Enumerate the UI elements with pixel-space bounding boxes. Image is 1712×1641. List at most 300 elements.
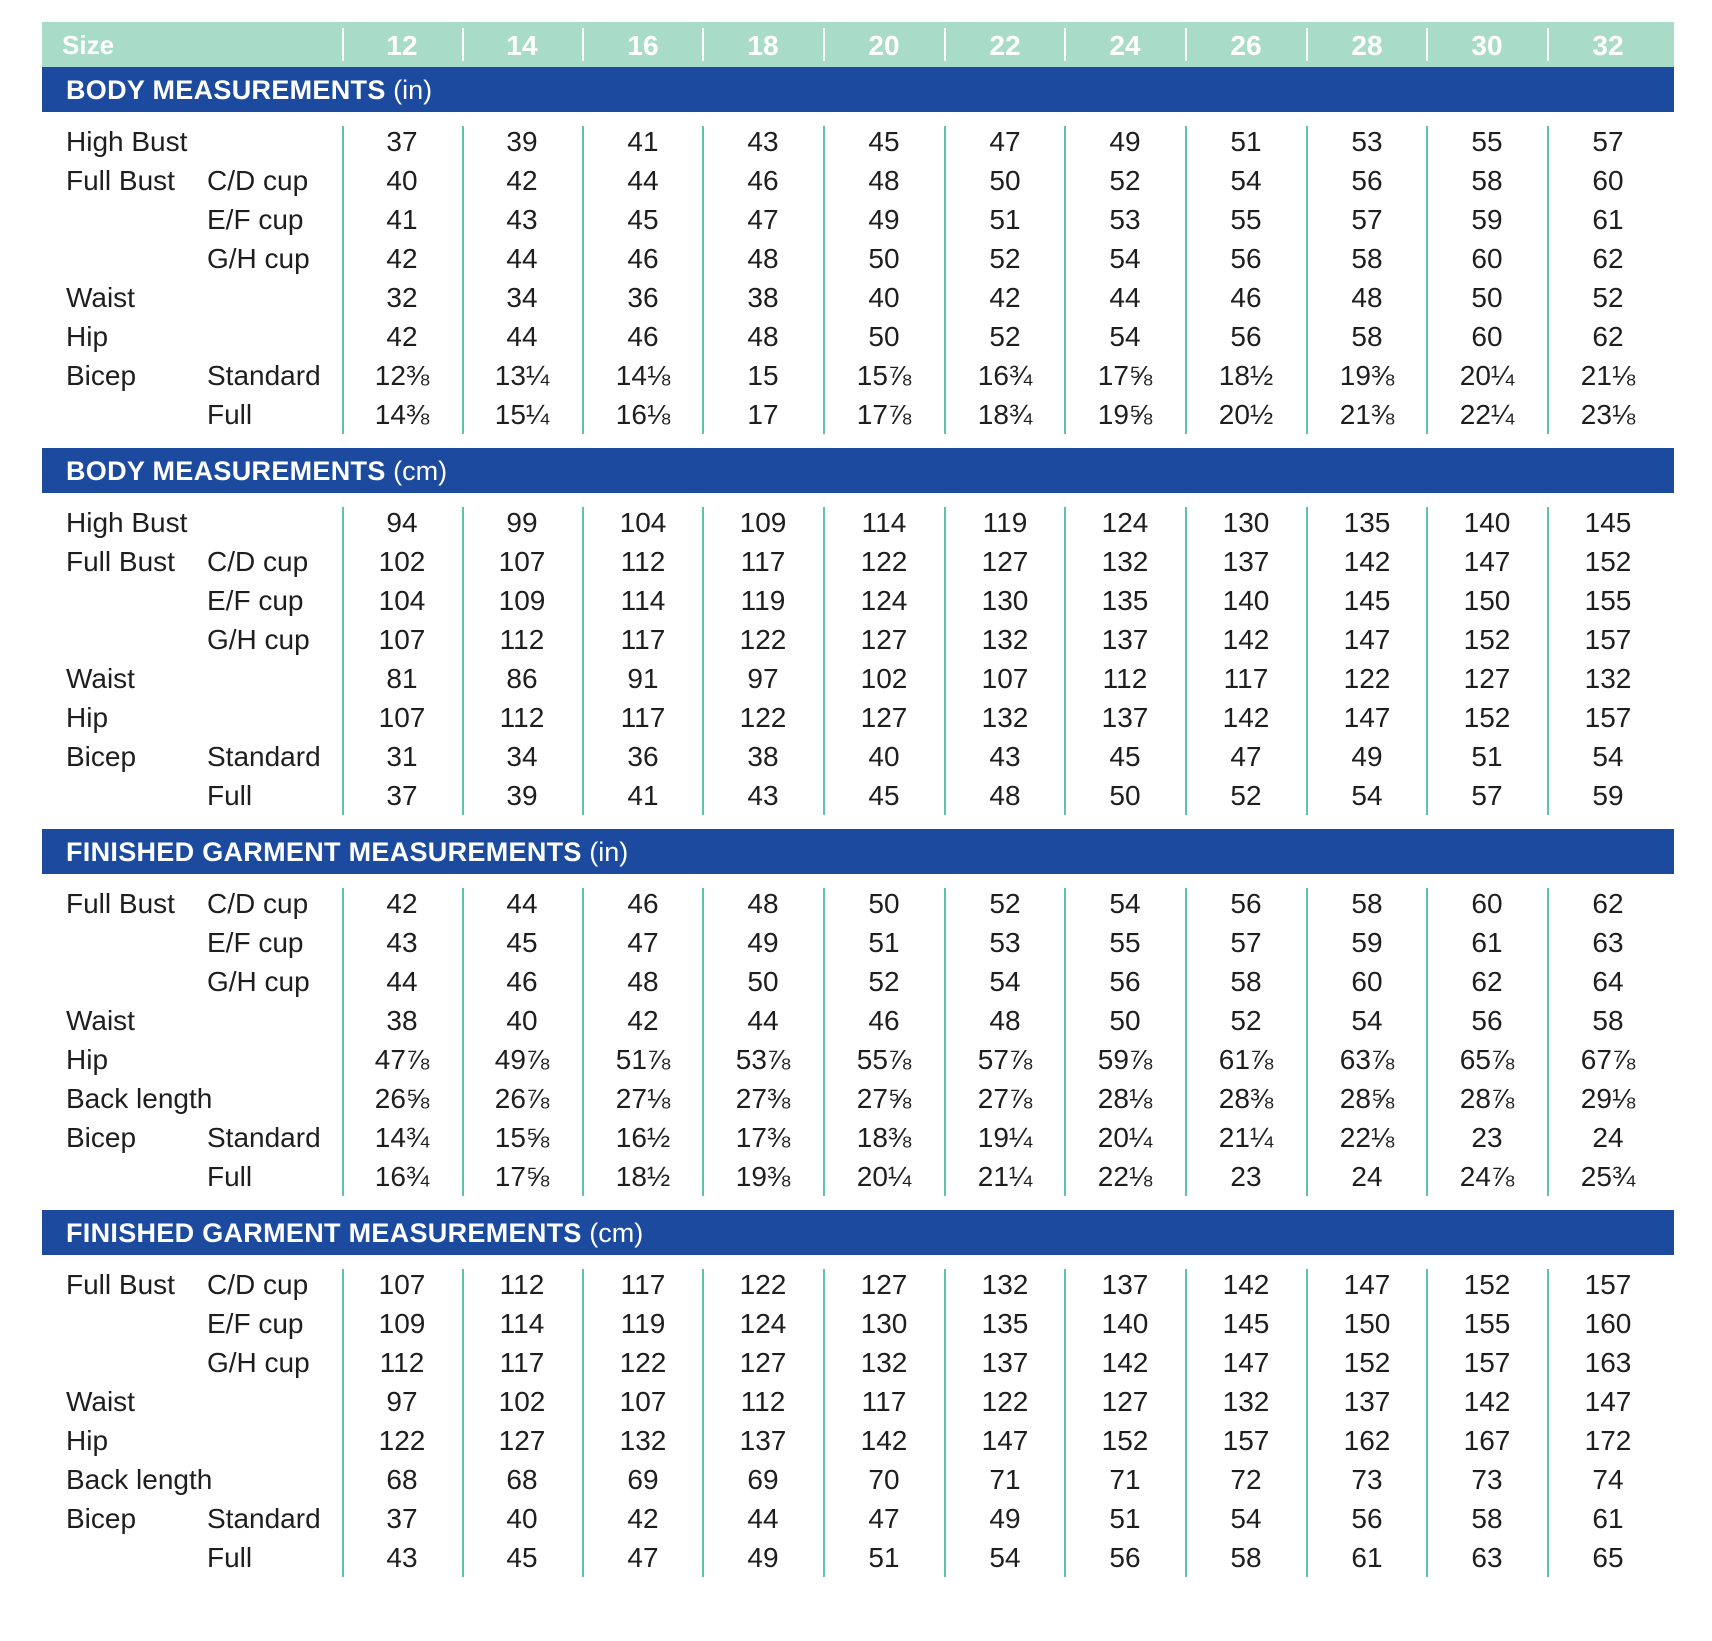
table-cell: 52: [989, 243, 1021, 274]
table-cell: 58: [1351, 243, 1383, 274]
table-cell: 55⅞: [856, 1044, 912, 1075]
table-cell: 54: [989, 1542, 1021, 1573]
row-sublabel: Standard: [207, 741, 321, 772]
table-cell: 56: [1109, 1542, 1141, 1573]
table-cell: 44: [747, 1005, 779, 1036]
table-cell: 45: [868, 126, 900, 157]
size-header-28: 28: [1351, 30, 1383, 61]
table-cell: 56: [1230, 243, 1262, 274]
table-cell: 53: [1109, 204, 1141, 235]
row-sublabel: C/D cup: [207, 1269, 309, 1300]
row-label: Hip: [66, 321, 109, 352]
row-label: Waist: [66, 663, 135, 694]
row-sublabel: E/F cup: [207, 1308, 304, 1339]
table-cell: 62: [1592, 243, 1624, 274]
table-cell: 97: [386, 1386, 418, 1417]
size-header-20: 20: [868, 30, 900, 61]
row-sublabel: Full: [207, 399, 253, 430]
table-cell: 61: [1471, 927, 1503, 958]
table-cell: 44: [747, 1503, 779, 1534]
section-table: [42, 874, 1674, 1210]
header-divider: [342, 28, 344, 61]
table-cell: 58: [1592, 1005, 1624, 1036]
table-cell: 140: [1463, 507, 1511, 538]
row-sublabel: G/H cup: [207, 624, 310, 655]
table-cell: 157: [1463, 1347, 1511, 1378]
table-cell: 36: [627, 282, 659, 313]
table-cell: 69: [627, 1464, 659, 1495]
table-cell: 63: [1471, 1542, 1503, 1573]
table-cell: 135: [981, 1308, 1029, 1339]
table-cell: 109: [498, 585, 546, 616]
row-sublabel: C/D cup: [207, 888, 309, 919]
table-cell: 36: [627, 741, 659, 772]
table-cell: 107: [378, 624, 426, 655]
section-header: [42, 67, 1674, 112]
table-cell: 65: [1592, 1542, 1624, 1573]
table-cell: 155: [1584, 585, 1632, 616]
table-cell: 41: [627, 780, 659, 811]
table-cell: 163: [1584, 1347, 1632, 1378]
table-cell: 147: [1343, 1269, 1391, 1300]
table-cell: 53⅞: [735, 1044, 791, 1075]
table-cell: 45: [868, 780, 900, 811]
table-cell: 132: [619, 1425, 667, 1456]
row-label: Back length: [66, 1464, 213, 1495]
table-cell: 57: [1471, 780, 1503, 811]
table-row: [42, 884, 1674, 923]
table-cell: 26⅞: [494, 1083, 550, 1114]
table-cell: 122: [860, 546, 908, 577]
header-divider: [1426, 28, 1428, 61]
size-header-row: [42, 22, 1674, 67]
table-cell: 112: [1102, 663, 1148, 694]
table-cell: 157: [1584, 1269, 1632, 1300]
table-cell: 152: [1343, 1347, 1391, 1378]
table-cell: 48: [868, 165, 900, 196]
table-cell: 150: [1343, 1308, 1391, 1339]
section-header: [42, 448, 1674, 493]
table-cell: 132: [1222, 1386, 1270, 1417]
table-cell: 28⅝: [1339, 1083, 1395, 1114]
table-cell: 132: [1584, 663, 1632, 694]
table-cell: 19⅜: [1339, 360, 1395, 391]
section-header: [42, 829, 1674, 874]
table-cell: 119: [740, 585, 786, 616]
table-cell: 109: [378, 1308, 426, 1339]
table-cell: 18½: [615, 1161, 671, 1192]
header-divider: [823, 28, 825, 61]
section-header: [42, 1210, 1674, 1255]
table-cell: 46: [627, 321, 659, 352]
table-cell: 42: [627, 1005, 659, 1036]
section-table: [42, 493, 1674, 829]
size-header-26: 26: [1230, 30, 1262, 61]
table-row: [42, 1382, 1674, 1421]
table-cell: 58: [1230, 1542, 1262, 1573]
row-label: Hip: [66, 1425, 109, 1456]
size-header-14: 14: [506, 30, 538, 61]
table-cell: 117: [620, 1269, 666, 1300]
table-cell: 61⅞: [1218, 1044, 1274, 1075]
table-cell: 21¼: [977, 1161, 1033, 1192]
table-cell: 54: [989, 966, 1021, 997]
table-cell: 50: [868, 321, 900, 352]
size-header-24: 24: [1109, 30, 1141, 61]
table-cell: 56: [1471, 1005, 1503, 1036]
table-row: [42, 122, 1674, 161]
table-cell: 45: [627, 204, 659, 235]
table-cell: 20¼: [856, 1161, 912, 1192]
table-cell: 102: [860, 663, 908, 694]
table-cell: 42: [386, 321, 418, 352]
table-cell: 112: [740, 1386, 786, 1417]
table-cell: 60: [1471, 321, 1503, 352]
table-cell: 74: [1592, 1464, 1624, 1495]
table-cell: 48: [747, 243, 779, 274]
table-cell: 60: [1592, 165, 1624, 196]
row-sublabel: G/H cup: [207, 966, 310, 997]
table-cell: 64: [1592, 966, 1624, 997]
table-cell: 24: [1592, 1122, 1624, 1153]
table-cell: 55: [1230, 204, 1262, 235]
table-cell: 72: [1230, 1464, 1262, 1495]
table-row: [42, 356, 1674, 395]
table-cell: 47: [627, 927, 659, 958]
table-cell: 59⅞: [1097, 1044, 1153, 1075]
row-sublabel: C/D cup: [207, 546, 309, 577]
table-cell: 52: [1230, 1005, 1262, 1036]
row-sublabel: Full: [207, 1542, 253, 1573]
table-cell: 39: [506, 780, 538, 811]
table-cell: 135: [1343, 507, 1391, 538]
table-cell: 22⅛: [1339, 1122, 1395, 1153]
table-cell: 112: [499, 624, 545, 655]
table-cell: 122: [1343, 663, 1391, 694]
table-cell: 127: [860, 624, 908, 655]
table-cell: 122: [739, 1269, 787, 1300]
table-cell: 15⅝: [494, 1122, 550, 1153]
table-cell: 172: [1584, 1425, 1632, 1456]
table-cell: 104: [619, 507, 667, 538]
table-cell: 44: [506, 243, 538, 274]
table-cell: 60: [1471, 888, 1503, 919]
table-cell: 49: [747, 927, 779, 958]
table-cell: 47: [1230, 741, 1262, 772]
row-label: High Bust: [66, 507, 188, 538]
table-cell: 117: [861, 1386, 907, 1417]
table-cell: 152: [1584, 546, 1632, 577]
table-row: [42, 239, 1674, 278]
table-cell: 107: [619, 1386, 667, 1417]
table-cell: 23⅛: [1580, 399, 1636, 430]
section-title: BODY MEASUREMENTS: [66, 75, 386, 105]
row-sublabel: Standard: [207, 1503, 321, 1534]
table-cell: 137: [1222, 546, 1270, 577]
table-cell: 14⅜: [374, 399, 430, 430]
table-cell: 46: [627, 243, 659, 274]
table-cell: 114: [499, 1308, 545, 1339]
table-cell: 157: [1584, 624, 1632, 655]
table-cell: 28⅛: [1097, 1083, 1153, 1114]
table-cell: 61: [1592, 204, 1624, 235]
table-row: [42, 1460, 1674, 1499]
table-row: [42, 1265, 1674, 1304]
table-cell: 40: [506, 1005, 538, 1036]
section-title: BODY MEASUREMENTS: [66, 456, 386, 486]
row-sublabel: E/F cup: [207, 927, 304, 958]
row-label: Waist: [66, 282, 135, 313]
table-cell: 57⅞: [977, 1044, 1033, 1075]
table-cell: 52: [868, 966, 900, 997]
size-header-22: 22: [989, 30, 1021, 61]
table-cell: 15¼: [494, 399, 550, 430]
table-cell: 102: [498, 1386, 546, 1417]
table-cell: 137: [1101, 624, 1149, 655]
table-cell: 132: [981, 624, 1029, 655]
table-cell: 127: [860, 1269, 908, 1300]
table-cell: 51: [1471, 741, 1503, 772]
table-cell: 55: [1471, 126, 1503, 157]
table-row: [42, 1343, 1674, 1382]
table-cell: 41: [386, 204, 418, 235]
table-cell: 42: [627, 1503, 659, 1534]
table-cell: 157: [1222, 1425, 1270, 1456]
table-cell: 24: [1351, 1161, 1383, 1192]
table-cell: 22⅛: [1097, 1161, 1153, 1192]
table-cell: 18½: [1218, 360, 1274, 391]
row-label: Bicep: [66, 1503, 137, 1534]
table-cell: 48: [627, 966, 659, 997]
table-cell: 152: [1463, 1269, 1511, 1300]
table-cell: 19⅜: [735, 1161, 791, 1192]
measurement-sections: [42, 67, 1674, 1591]
table-cell: 56: [1351, 165, 1383, 196]
table-cell: 17⅞: [856, 399, 912, 430]
table-cell: 68: [506, 1464, 538, 1495]
table-cell: 12⅜: [374, 360, 430, 391]
table-cell: 16¾: [977, 360, 1033, 391]
table-cell: 71: [989, 1464, 1021, 1495]
table-cell: 50: [989, 165, 1021, 196]
header-divider: [1306, 28, 1308, 61]
table-cell: 54: [1230, 165, 1262, 196]
table-row: [42, 1118, 1674, 1157]
table-cell: 44: [506, 888, 538, 919]
row-label: Waist: [66, 1005, 135, 1036]
table-cell: 19⅝: [1097, 399, 1153, 430]
table-cell: 41: [627, 126, 659, 157]
size-header-30: 30: [1471, 30, 1503, 61]
table-cell: 38: [386, 1005, 418, 1036]
table-row: [42, 620, 1674, 659]
table-cell: 132: [981, 1269, 1029, 1300]
table-cell: 63: [1592, 927, 1624, 958]
size-chart: [42, 22, 1674, 1591]
row-label: Bicep: [66, 741, 137, 772]
row-label: Bicep: [66, 1122, 137, 1153]
table-row: [42, 776, 1674, 815]
table-cell: 130: [1222, 507, 1270, 538]
table-cell: 109: [739, 507, 787, 538]
row-label: Hip: [66, 702, 109, 733]
table-cell: 52: [989, 888, 1021, 919]
table-cell: 49: [1109, 126, 1141, 157]
section-unit: (in): [589, 837, 629, 867]
table-cell: 20¼: [1459, 360, 1515, 391]
table-cell: 52: [989, 321, 1021, 352]
table-cell: 142: [1222, 702, 1270, 733]
table-cell: 54: [1109, 321, 1141, 352]
table-cell: 47⅞: [374, 1044, 430, 1075]
table-cell: 20¼: [1097, 1122, 1153, 1153]
table-cell: 112: [499, 1269, 545, 1300]
table-cell: 132: [981, 702, 1029, 733]
table-cell: 142: [1222, 1269, 1270, 1300]
table-cell: 107: [981, 663, 1029, 694]
table-cell: 52: [1109, 165, 1141, 196]
table-row: [42, 161, 1674, 200]
table-cell: 37: [386, 1503, 418, 1534]
table-cell: 107: [378, 1269, 426, 1300]
table-cell: 142: [860, 1425, 908, 1456]
table-row: [42, 659, 1674, 698]
table-cell: 69: [747, 1464, 779, 1495]
row-sublabel: Full: [207, 780, 253, 811]
table-cell: 99: [506, 507, 538, 538]
table-cell: 140: [1222, 585, 1270, 616]
table-cell: 29⅛: [1580, 1083, 1636, 1114]
table-cell: 40: [868, 741, 900, 772]
table-row: [42, 1040, 1674, 1079]
table-cell: 54: [1351, 1005, 1383, 1036]
table-cell: 147: [981, 1425, 1029, 1456]
table-cell: 152: [1463, 702, 1511, 733]
table-cell: 127: [1101, 1386, 1149, 1417]
table-cell: 58: [1230, 966, 1262, 997]
table-row: [42, 503, 1674, 542]
table-cell: 18¾: [977, 399, 1033, 430]
header-divider: [462, 28, 464, 61]
table-cell: 43: [386, 927, 418, 958]
table-cell: 44: [627, 165, 659, 196]
table-cell: 61: [1592, 1503, 1624, 1534]
table-cell: 117: [620, 702, 666, 733]
table-cell: 45: [1109, 741, 1141, 772]
table-cell: 147: [1343, 624, 1391, 655]
size-header-16: 16: [627, 30, 659, 61]
table-cell: 137: [1343, 1386, 1391, 1417]
table-cell: 145: [1584, 507, 1632, 538]
table-cell: 130: [860, 1308, 908, 1339]
table-cell: 51: [989, 204, 1021, 235]
table-cell: 63⅞: [1339, 1044, 1395, 1075]
table-cell: 14¾: [374, 1122, 430, 1153]
table-cell: 59: [1471, 204, 1503, 235]
row-sublabel: C/D cup: [207, 165, 309, 196]
table-cell: 73: [1471, 1464, 1503, 1495]
table-cell: 34: [506, 282, 538, 313]
size-header-12: 12: [386, 30, 418, 61]
table-cell: 59: [1351, 927, 1383, 958]
table-cell: 147: [1343, 702, 1391, 733]
table-cell: 31: [386, 741, 418, 772]
table-cell: 122: [739, 624, 787, 655]
table-cell: 68: [386, 1464, 418, 1495]
header-divider: [1185, 28, 1187, 61]
table-cell: 58: [1471, 165, 1503, 196]
table-cell: 32: [386, 282, 418, 313]
table-cell: 65⅞: [1459, 1044, 1515, 1075]
header-divider: [944, 28, 946, 61]
table-cell: 34: [506, 741, 538, 772]
table-cell: 55: [1109, 927, 1141, 958]
table-cell: 16¾: [374, 1161, 430, 1192]
row-label: Hip: [66, 1044, 109, 1075]
table-row: [42, 698, 1674, 737]
table-cell: 67⅞: [1580, 1044, 1636, 1075]
table-cell: 27⅞: [977, 1083, 1033, 1114]
table-row: [42, 1079, 1674, 1118]
row-label: Full Bust: [66, 1269, 175, 1300]
table-cell: 147: [1463, 546, 1511, 577]
table-cell: 14⅛: [615, 360, 671, 391]
table-cell: 15: [747, 360, 779, 391]
table-cell: 17⅝: [1097, 360, 1153, 391]
table-cell: 57: [1351, 204, 1383, 235]
table-cell: 145: [1222, 1308, 1270, 1339]
table-cell: 107: [498, 546, 546, 577]
table-cell: 130: [981, 585, 1029, 616]
row-sublabel: G/H cup: [207, 243, 310, 274]
table-cell: 62: [1592, 321, 1624, 352]
table-cell: 155: [1463, 1308, 1511, 1339]
table-cell: 43: [747, 126, 779, 157]
table-cell: 132: [860, 1347, 908, 1378]
table-cell: 51: [868, 1542, 900, 1573]
table-cell: 137: [981, 1347, 1029, 1378]
table-cell: 71: [1109, 1464, 1141, 1495]
table-cell: 54: [1230, 1503, 1262, 1534]
table-cell: 122: [619, 1347, 667, 1378]
table-cell: 47: [747, 204, 779, 235]
table-cell: 23: [1230, 1161, 1262, 1192]
section-title: FINISHED GARMENT MEASUREMENTS: [66, 1218, 582, 1248]
row-sublabel: Full: [207, 1161, 253, 1192]
table-row: [42, 1157, 1674, 1196]
table-cell: 44: [1109, 282, 1141, 313]
table-cell: 160: [1584, 1308, 1632, 1339]
table-cell: 24⅞: [1459, 1161, 1515, 1192]
table-cell: 122: [378, 1425, 426, 1456]
table-cell: 51: [868, 927, 900, 958]
table-cell: 46: [1230, 282, 1262, 313]
table-cell: 43: [989, 741, 1021, 772]
table-cell: 58: [1351, 321, 1383, 352]
table-row: [42, 923, 1674, 962]
table-cell: 46: [506, 966, 538, 997]
table-row: [42, 317, 1674, 356]
table-cell: 54: [1109, 888, 1141, 919]
row-label: Bicep: [66, 360, 137, 391]
table-cell: 42: [506, 165, 538, 196]
table-cell: 147: [1584, 1386, 1632, 1417]
header-divider: [1064, 28, 1066, 61]
table-cell: 137: [1101, 1269, 1149, 1300]
table-cell: 117: [740, 546, 786, 577]
table-cell: 117: [620, 624, 666, 655]
table-cell: 142: [1222, 624, 1270, 655]
